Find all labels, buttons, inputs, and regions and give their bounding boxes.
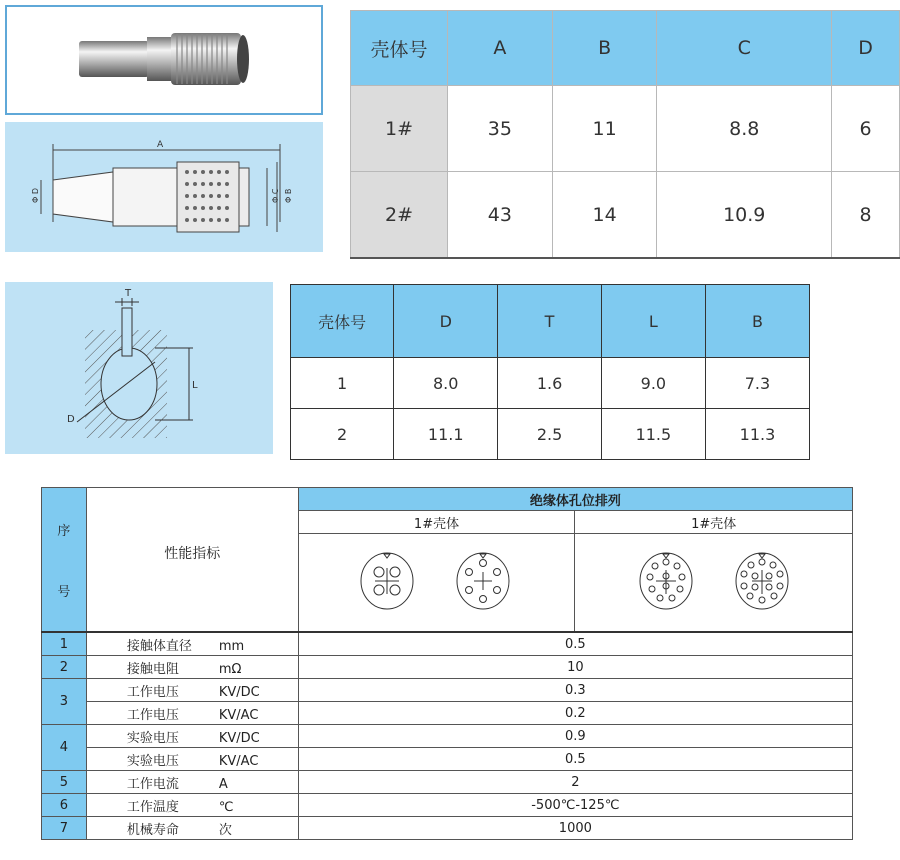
table-cell: 11.3 <box>705 409 809 460</box>
spec-label: 实验电压 <box>126 753 179 769</box>
row-number: 1 <box>42 632 87 656</box>
spec-value: 0.3 <box>298 679 852 702</box>
spec-name <box>86 656 298 679</box>
row-number: 2 <box>42 656 87 679</box>
table-row <box>42 817 853 840</box>
table-cell: 2.5 <box>498 409 602 460</box>
table-row <box>42 748 853 771</box>
spec-unit: KV/DC <box>218 730 260 746</box>
spec-unit: 次 <box>218 822 232 838</box>
dim-t-label: T <box>125 288 132 299</box>
spec-label: 实验电压 <box>126 730 179 746</box>
table-cell: 11 <box>552 86 657 172</box>
shell-dimension-table <box>350 10 900 259</box>
table-header-cell: B <box>552 11 657 86</box>
spec-unit: ℃ <box>218 799 234 815</box>
spec-name <box>86 632 298 656</box>
table-header-cell: 壳体号 <box>291 285 394 358</box>
table-header-cell: D <box>394 285 498 358</box>
spec-label: 机械寿命 <box>126 822 179 838</box>
table-row <box>42 725 853 748</box>
table-row <box>42 632 853 656</box>
dim-b-label: Φ B <box>284 188 293 203</box>
spec-label: 接触电阻 <box>126 661 179 677</box>
spec-name <box>86 702 298 725</box>
spec-name <box>86 771 298 794</box>
spec-name <box>86 794 298 817</box>
table-row <box>42 794 853 817</box>
table-row <box>42 679 853 702</box>
table-cell: 11.5 <box>601 409 705 460</box>
spec-value: -500℃-125℃ <box>298 794 852 817</box>
table-row <box>42 702 853 725</box>
table-cell: 2 <box>291 409 394 460</box>
spec-name <box>86 748 298 771</box>
spec-unit: KV/DC <box>218 684 260 700</box>
spec-unit: KV/AC <box>218 707 259 723</box>
table-cell: 9.0 <box>601 358 705 409</box>
shell-id-cell: 2# <box>351 172 448 259</box>
table-row <box>42 771 853 794</box>
spec-value: 0.5 <box>298 748 852 771</box>
table-row <box>42 656 853 679</box>
table-cell: 7.3 <box>705 358 809 409</box>
spec-value: 0.2 <box>298 702 852 725</box>
table-row <box>351 172 900 259</box>
row-number: 7 <box>42 817 87 840</box>
seq-header-cell <box>42 488 87 633</box>
table-row <box>291 409 810 460</box>
dim-l-label: L <box>192 380 198 391</box>
performance-spec-table <box>41 487 853 840</box>
spec-unit: mm <box>218 638 245 654</box>
pin-layout-diagram-left <box>337 546 537 616</box>
panel-cutout-drawing <box>5 282 273 454</box>
spec-value: 10 <box>298 656 852 679</box>
spec-value: 1000 <box>298 817 852 840</box>
shell-id-cell: 1# <box>351 86 448 172</box>
spec-value: 2 <box>298 771 852 794</box>
product-photo-panel <box>5 5 323 115</box>
table-header-cell: D <box>832 11 900 86</box>
table-cell: 1.6 <box>498 358 602 409</box>
pin-layout-diagram-right <box>614 546 814 616</box>
insulator-layout-right <box>575 534 853 633</box>
table-cell: 8.0 <box>394 358 498 409</box>
spec-value: 0.5 <box>298 632 852 656</box>
connector-dimension-drawing <box>5 122 323 252</box>
table-cell: 6 <box>832 86 900 172</box>
table-header-cell: L <box>601 285 705 358</box>
spec-name <box>86 725 298 748</box>
shell-right-header: 1#壳体 <box>575 511 853 534</box>
spec-label: 工作温度 <box>126 799 179 815</box>
spec-unit: KV/AC <box>218 753 259 769</box>
table-cell: 8.8 <box>657 86 832 172</box>
table-header-cell: C <box>657 11 832 86</box>
shell-left-header: 1#壳体 <box>298 511 575 534</box>
table-header-cell: 壳体号 <box>351 11 448 86</box>
seq-header-top: 序 <box>57 523 71 539</box>
layout-title-cell: 绝缘体孔位排列 <box>298 488 852 511</box>
table-header-cell: A <box>448 11 553 86</box>
seq-header-bottom: 号 <box>57 584 71 600</box>
table-row <box>291 358 810 409</box>
row-number: 4 <box>42 725 87 771</box>
spec-name <box>86 679 298 702</box>
insulator-layout-left <box>298 534 575 633</box>
table-header-cell: B <box>705 285 809 358</box>
table-header-cell: T <box>498 285 602 358</box>
spec-unit: mΩ <box>218 661 242 677</box>
table-row <box>351 86 900 172</box>
row-number: 5 <box>42 771 87 794</box>
table-cell: 43 <box>448 172 553 259</box>
connector-photo <box>7 7 321 113</box>
perf-header-cell: 性能指标 <box>86 488 298 633</box>
table-cell: 8 <box>832 172 900 259</box>
dim-a-label: A <box>157 140 164 150</box>
spec-label: 工作电压 <box>126 707 179 723</box>
dim-d-label: Φ D <box>31 188 40 203</box>
spec-unit: A <box>218 776 228 792</box>
spec-name <box>86 817 298 840</box>
dim-c-label: Φ C <box>271 188 280 203</box>
row-number: 3 <box>42 679 87 725</box>
table-cell: 11.1 <box>394 409 498 460</box>
spec-label: 工作电流 <box>126 776 179 792</box>
table-cell: 1 <box>291 358 394 409</box>
row-number: 6 <box>42 794 87 817</box>
table-cell: 14 <box>552 172 657 259</box>
cutout-dimension-table <box>290 284 810 460</box>
table-cell: 10.9 <box>657 172 832 259</box>
spec-label: 工作电压 <box>126 684 179 700</box>
spec-value: 0.9 <box>298 725 852 748</box>
table-cell: 35 <box>448 86 553 172</box>
spec-label: 接触体直径 <box>126 638 192 654</box>
dim-d-label: D <box>67 414 75 425</box>
